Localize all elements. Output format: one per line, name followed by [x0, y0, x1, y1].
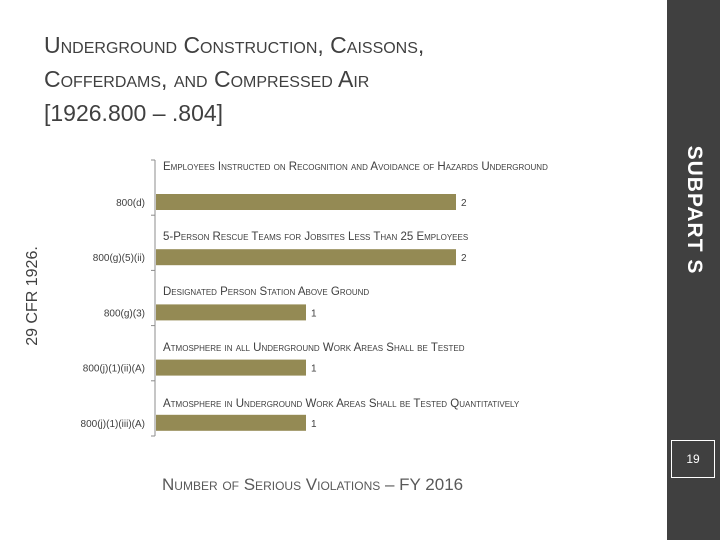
- value-label-1: 2: [461, 253, 467, 265]
- title-line-1: Underground Construction, Caissons,: [44, 32, 425, 58]
- bar-1: [156, 249, 456, 265]
- category-label-4: 800(j)(1)(iii)(A): [80, 418, 145, 430]
- bar-3: [156, 360, 306, 376]
- bar-description-4: Atmosphere in Underground Work Areas Shall be Tested Quantitatively: [163, 397, 520, 410]
- category-label-3: 800(j)(1)(ii)(A): [82, 363, 145, 375]
- bar-4: [156, 415, 306, 431]
- bar-description-3: Atmosphere in all Underground Work Areas Shall be Tested: [163, 341, 465, 354]
- bar-2: [156, 304, 306, 320]
- value-label-4: 1: [311, 418, 317, 430]
- value-label-3: 1: [311, 363, 317, 375]
- page-number: 19: [671, 440, 715, 478]
- bar-description-1: 5-Person Rescue Teams for Jobsites Less Than 25 Employees: [163, 231, 469, 244]
- x-axis-label: Number of Serious Violations – FY 2016: [162, 475, 464, 494]
- title-line-3: [1926.800 – .804]: [44, 100, 224, 126]
- category-label-1: 800(g)(5)(ii): [92, 253, 145, 265]
- cfr-label: 29 CFR 1926.: [24, 246, 41, 346]
- title-line-2: Cofferdams, and Compressed Air: [44, 66, 370, 92]
- value-label-0: 2: [461, 198, 467, 209]
- bar-description-2: Designated Person Station Above Ground: [163, 286, 370, 299]
- bar-0: [156, 194, 456, 210]
- subpart-label: SUBPART S: [682, 145, 706, 275]
- category-label-0: 800(d): [116, 198, 145, 209]
- category-label-2: 800(g)(3): [103, 308, 145, 320]
- value-label-2: 1: [311, 308, 317, 320]
- bar-description-0: Employees Instructed on Recognition and Avoidance of Hazards Underground: [163, 161, 548, 173]
